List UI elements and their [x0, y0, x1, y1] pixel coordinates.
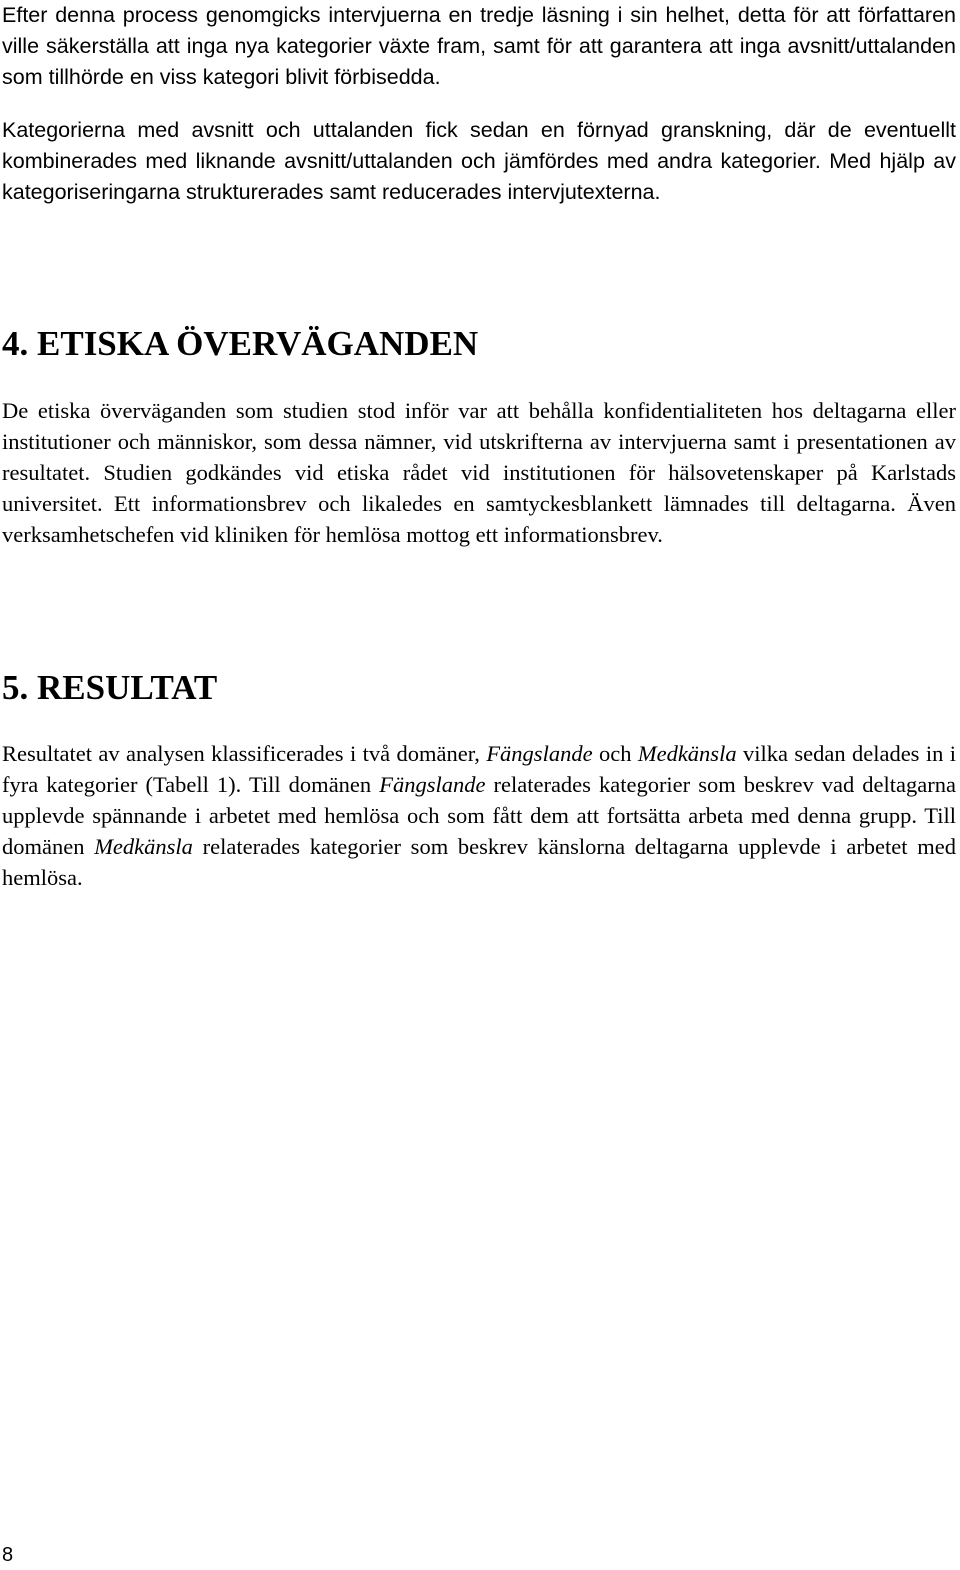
domain-fangslande: Fängslande: [486, 741, 593, 766]
results-text-3: vilka sedan delades in i fyra kategorier (Tabell 1). Till domänen: [2, 741, 956, 797]
results-text-5: relaterades kategorier som beskrev känslorna deltagarna upplevde i arbetet med hemlösa.: [2, 834, 956, 890]
results-text-1: Resultatet av analysen klassificerades i två domäner,: [2, 741, 487, 766]
paragraph-results: [2, 738, 956, 893]
domain-medkansla-again: Medkänsla: [94, 834, 193, 859]
heading-results: 5. RESULTAT: [2, 668, 218, 707]
domain-medkansla: Medkänsla: [637, 741, 737, 766]
heading-ethical-considerations: 4. ETISKA ÖVERVÄGANDEN: [2, 324, 479, 363]
domain-fangslande-again: Fängslande: [379, 772, 486, 797]
paragraph-categories: Kategorierna med avsnitt och uttalanden fick sedan en förnyad granskning, där de eventuellt kombinerades med liknande avsnitt/uttalanden och jämfördes med andra kategorier. Med hjälp av kategoriseringarna strukturerades samt reducerades intervjutexterna.: [2, 118, 956, 204]
results-text-2: och: [592, 741, 638, 766]
paragraph-ethics: De etiska överväganden som studien stod inför var att behålla konfidentialiteten hos deltagarna eller institutioner och människor, som dessa nämner, vid utskrifterna av intervjuerna samt i presentationen av resultatet. Studien godkändes vid etiska rådet vid institutionen för hälsovetenskaper på Karlstads universitet. Ett informationsbrev och likaledes en samtyckesblankett lämnades till deltagarna. Även verksamhetschefen vid kliniken för hemlösa mottog ett informationsbrev.: [2, 398, 956, 547]
results-text-4: relaterades kategorier som beskrev vad deltagarna upplevde spännande i arbetet med hemlösa och som fått dem att fortsätta arbeta med denna grupp. Till domänen: [2, 772, 956, 859]
paragraph-process: Efter denna process genomgicks intervjuerna en tredje läsning i sin helhet, detta för att författaren ville säkerställa att inga nya kategorier växte fram, samt för att garantera att inga avsnitt/uttalanden som tillhörde en viss kategori blivit förbisedda.: [2, 3, 956, 89]
page-number: 8: [2, 1544, 14, 1566]
